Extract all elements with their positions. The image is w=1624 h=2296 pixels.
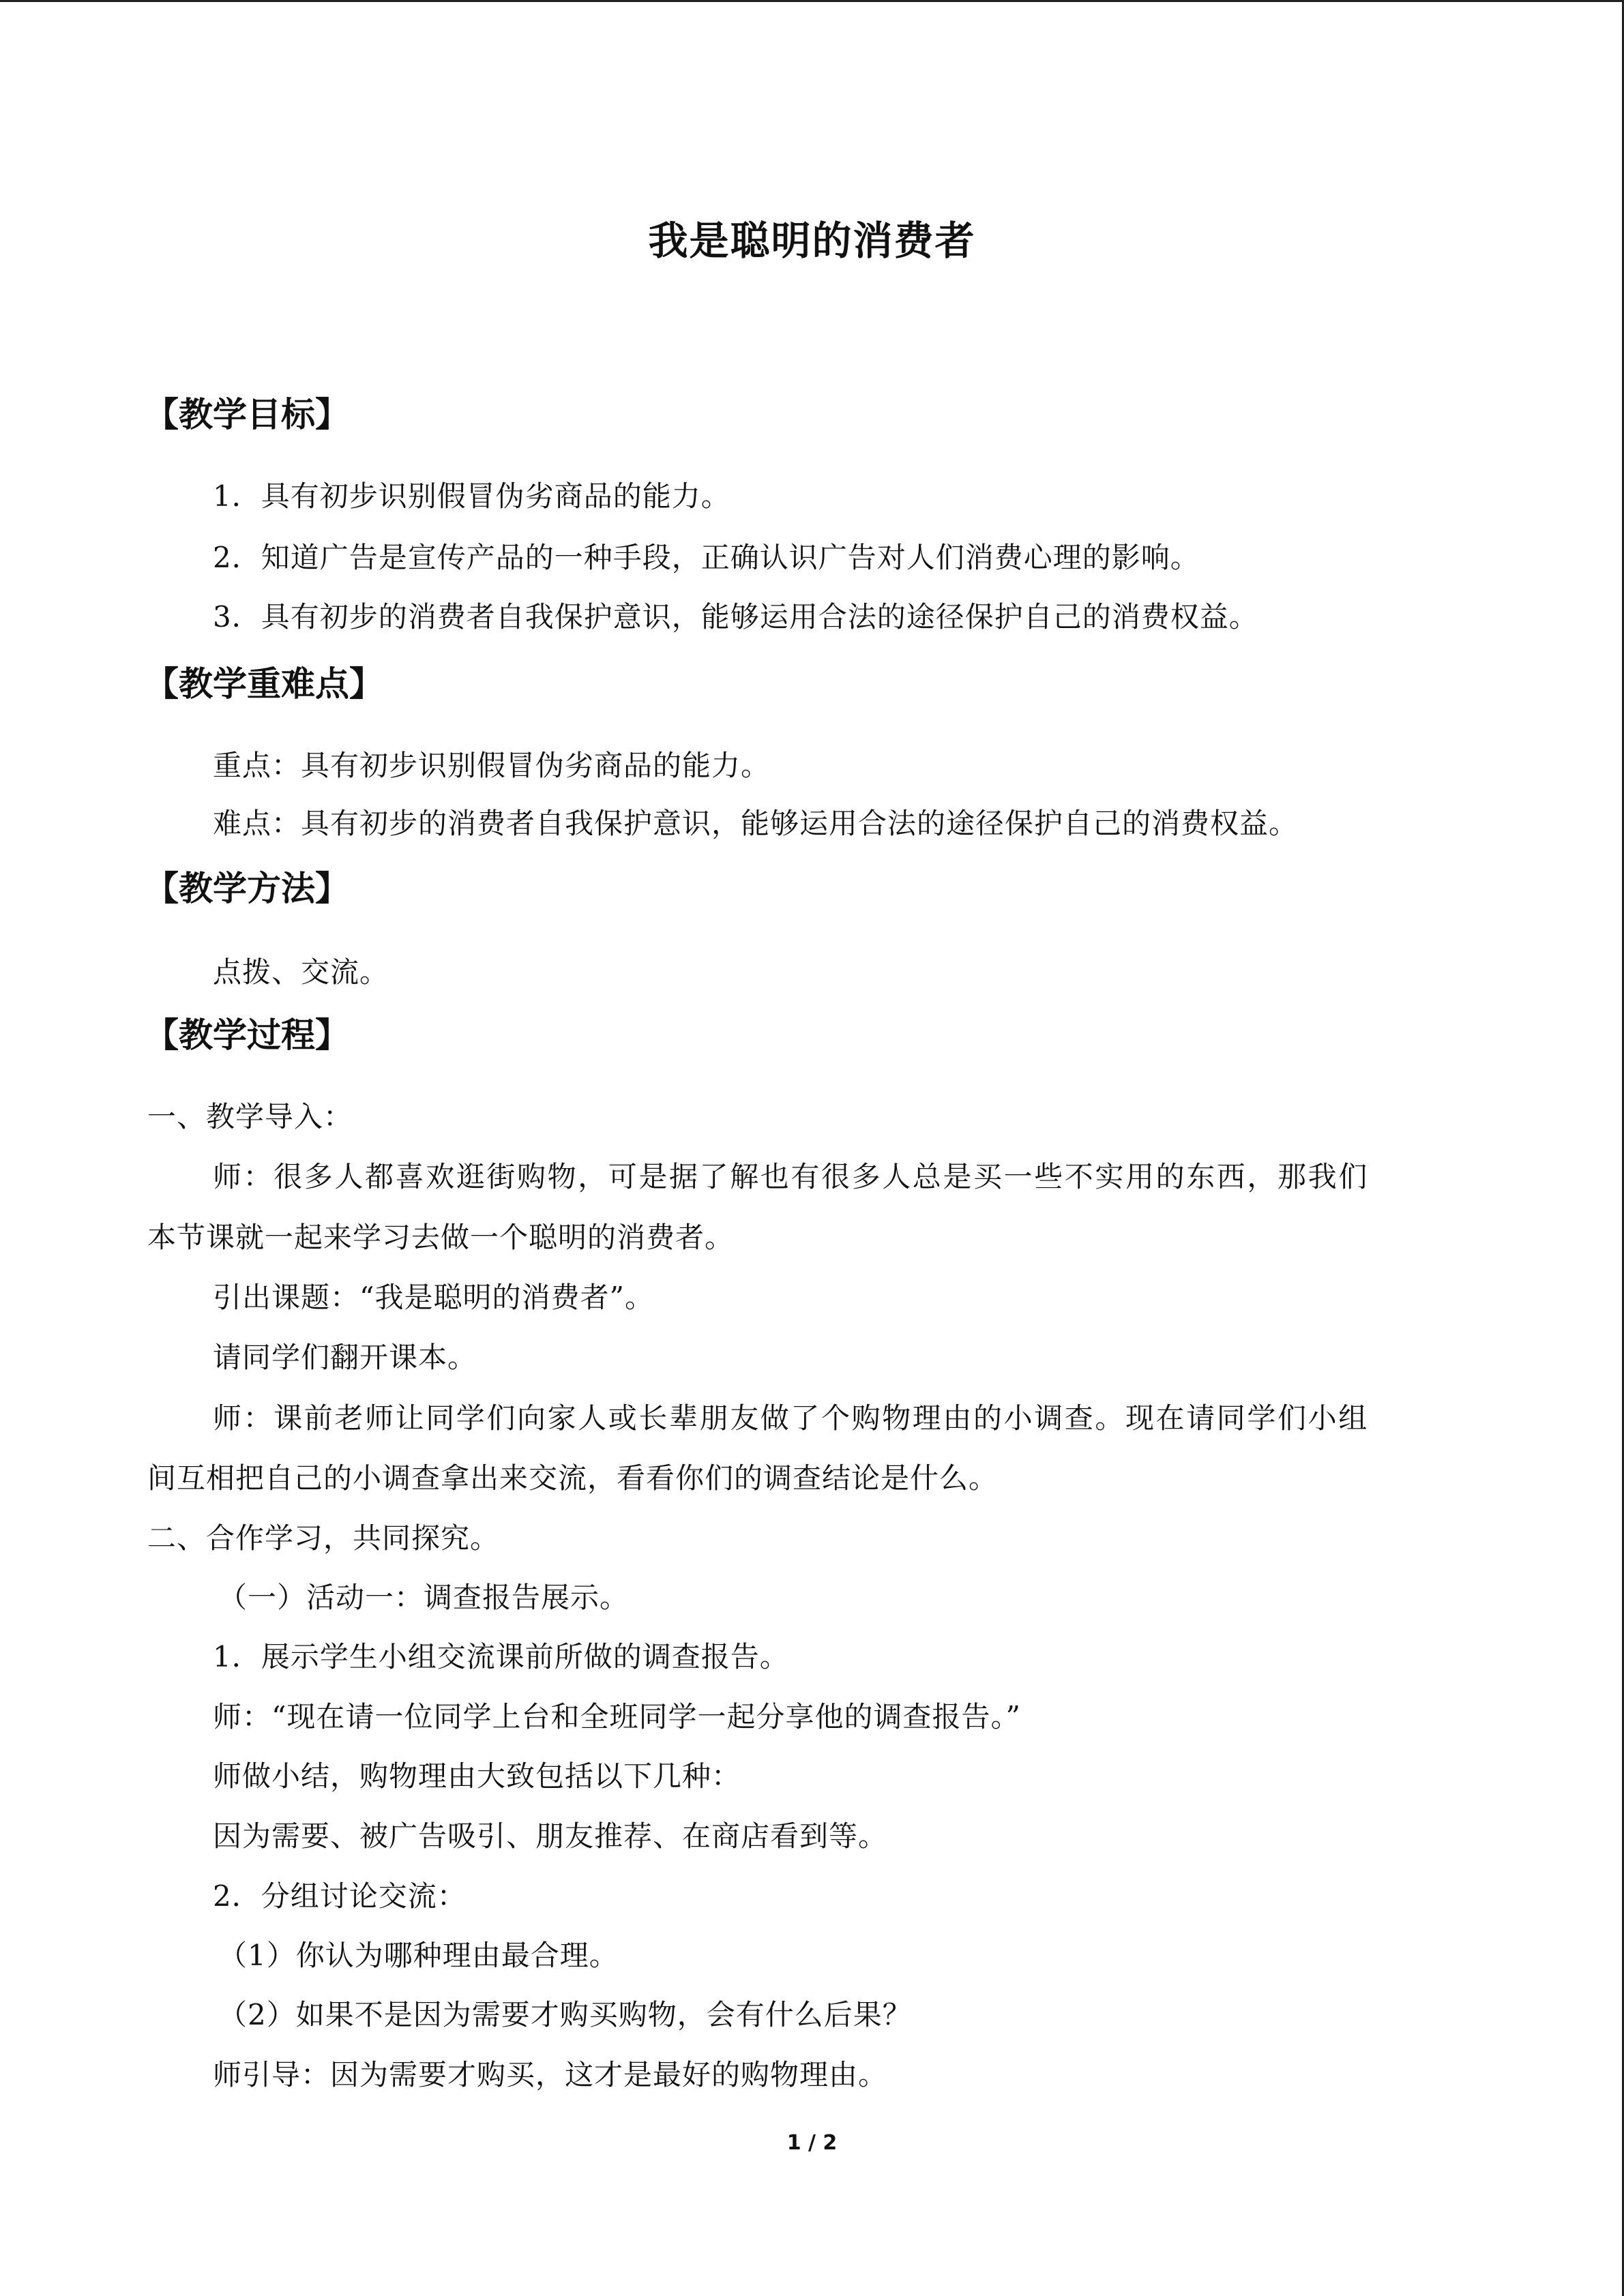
- process-line: 引出课题：“我是聪明的消费者”。: [213, 1281, 654, 1314]
- key-point-item: 重点：具有初步识别假冒伪劣商品的能力。: [213, 749, 771, 782]
- key-point-item: 难点：具有初步的消费者自我保护意识，能够运用合法的途径保护自己的消费权益。: [213, 807, 1299, 840]
- process-line: （1）你认为哪种理由最合理。: [218, 1939, 619, 1972]
- process-line: 师做小结，购物理由大致包括以下几种：: [213, 1759, 741, 1793]
- process-line: 2．分组讨论交流：: [213, 1879, 467, 1913]
- process-line: 间互相把自己的小调查拿出来交流，看看你们的调查结论是什么。: [147, 1461, 999, 1495]
- process-line: 一、教学导入：: [147, 1100, 353, 1133]
- process-line: （一）活动一：调查报告展示。: [218, 1581, 630, 1614]
- section-heading-methods: 【教学方法】: [145, 869, 349, 908]
- process-line: 师：课前老师让同学们向家人或长辈朋友做了个购物理由的小调查。现在请同学们小组: [213, 1401, 1369, 1435]
- page-number: 1 / 2: [786, 2131, 838, 2155]
- process-line: 师引导：因为需要才购买，这才是最好的购物理由。: [213, 2058, 888, 2091]
- method-item: 点拨、交流。: [213, 955, 389, 989]
- process-line: （2）如果不是因为需要才购买购物，会有什么后果？: [218, 1998, 912, 2031]
- process-line: 师：“现在请一位同学上台和全班同学一起分享他的调查报告。”: [213, 1700, 1021, 1733]
- process-line: 1．展示学生小组交流课前所做的调查报告。: [213, 1640, 789, 1673]
- document-title: 我是聪明的消费者: [648, 218, 976, 264]
- section-heading-objectives: 【教学目标】: [145, 395, 349, 434]
- process-line: 二、合作学习，共同探究。: [147, 1521, 500, 1555]
- objective-item: 1．具有初步识别假冒伪劣商品的能力。: [213, 479, 730, 513]
- objective-item: 2．知道广告是宣传产品的一种手段，正确认识广告对人们消费心理的影响。: [213, 541, 1200, 574]
- process-line: 师：很多人都喜欢逛街购物，可是据了解也有很多人总是买一些不实用的东西，那我们: [213, 1160, 1369, 1193]
- process-line: 请同学们翻开课本。: [213, 1341, 477, 1374]
- objective-item: 3．具有初步的消费者自我保护意识，能够运用合法的途径保护自己的消费权益。: [213, 600, 1258, 633]
- process-line: 本节课就一起来学习去做一个聪明的消费者。: [147, 1221, 735, 1254]
- process-line: 因为需要、被广告吸引、朋友推荐、在商店看到等。: [213, 1819, 888, 1853]
- section-heading-key-points: 【教学重难点】: [145, 664, 383, 704]
- section-heading-process: 【教学过程】: [145, 1015, 349, 1055]
